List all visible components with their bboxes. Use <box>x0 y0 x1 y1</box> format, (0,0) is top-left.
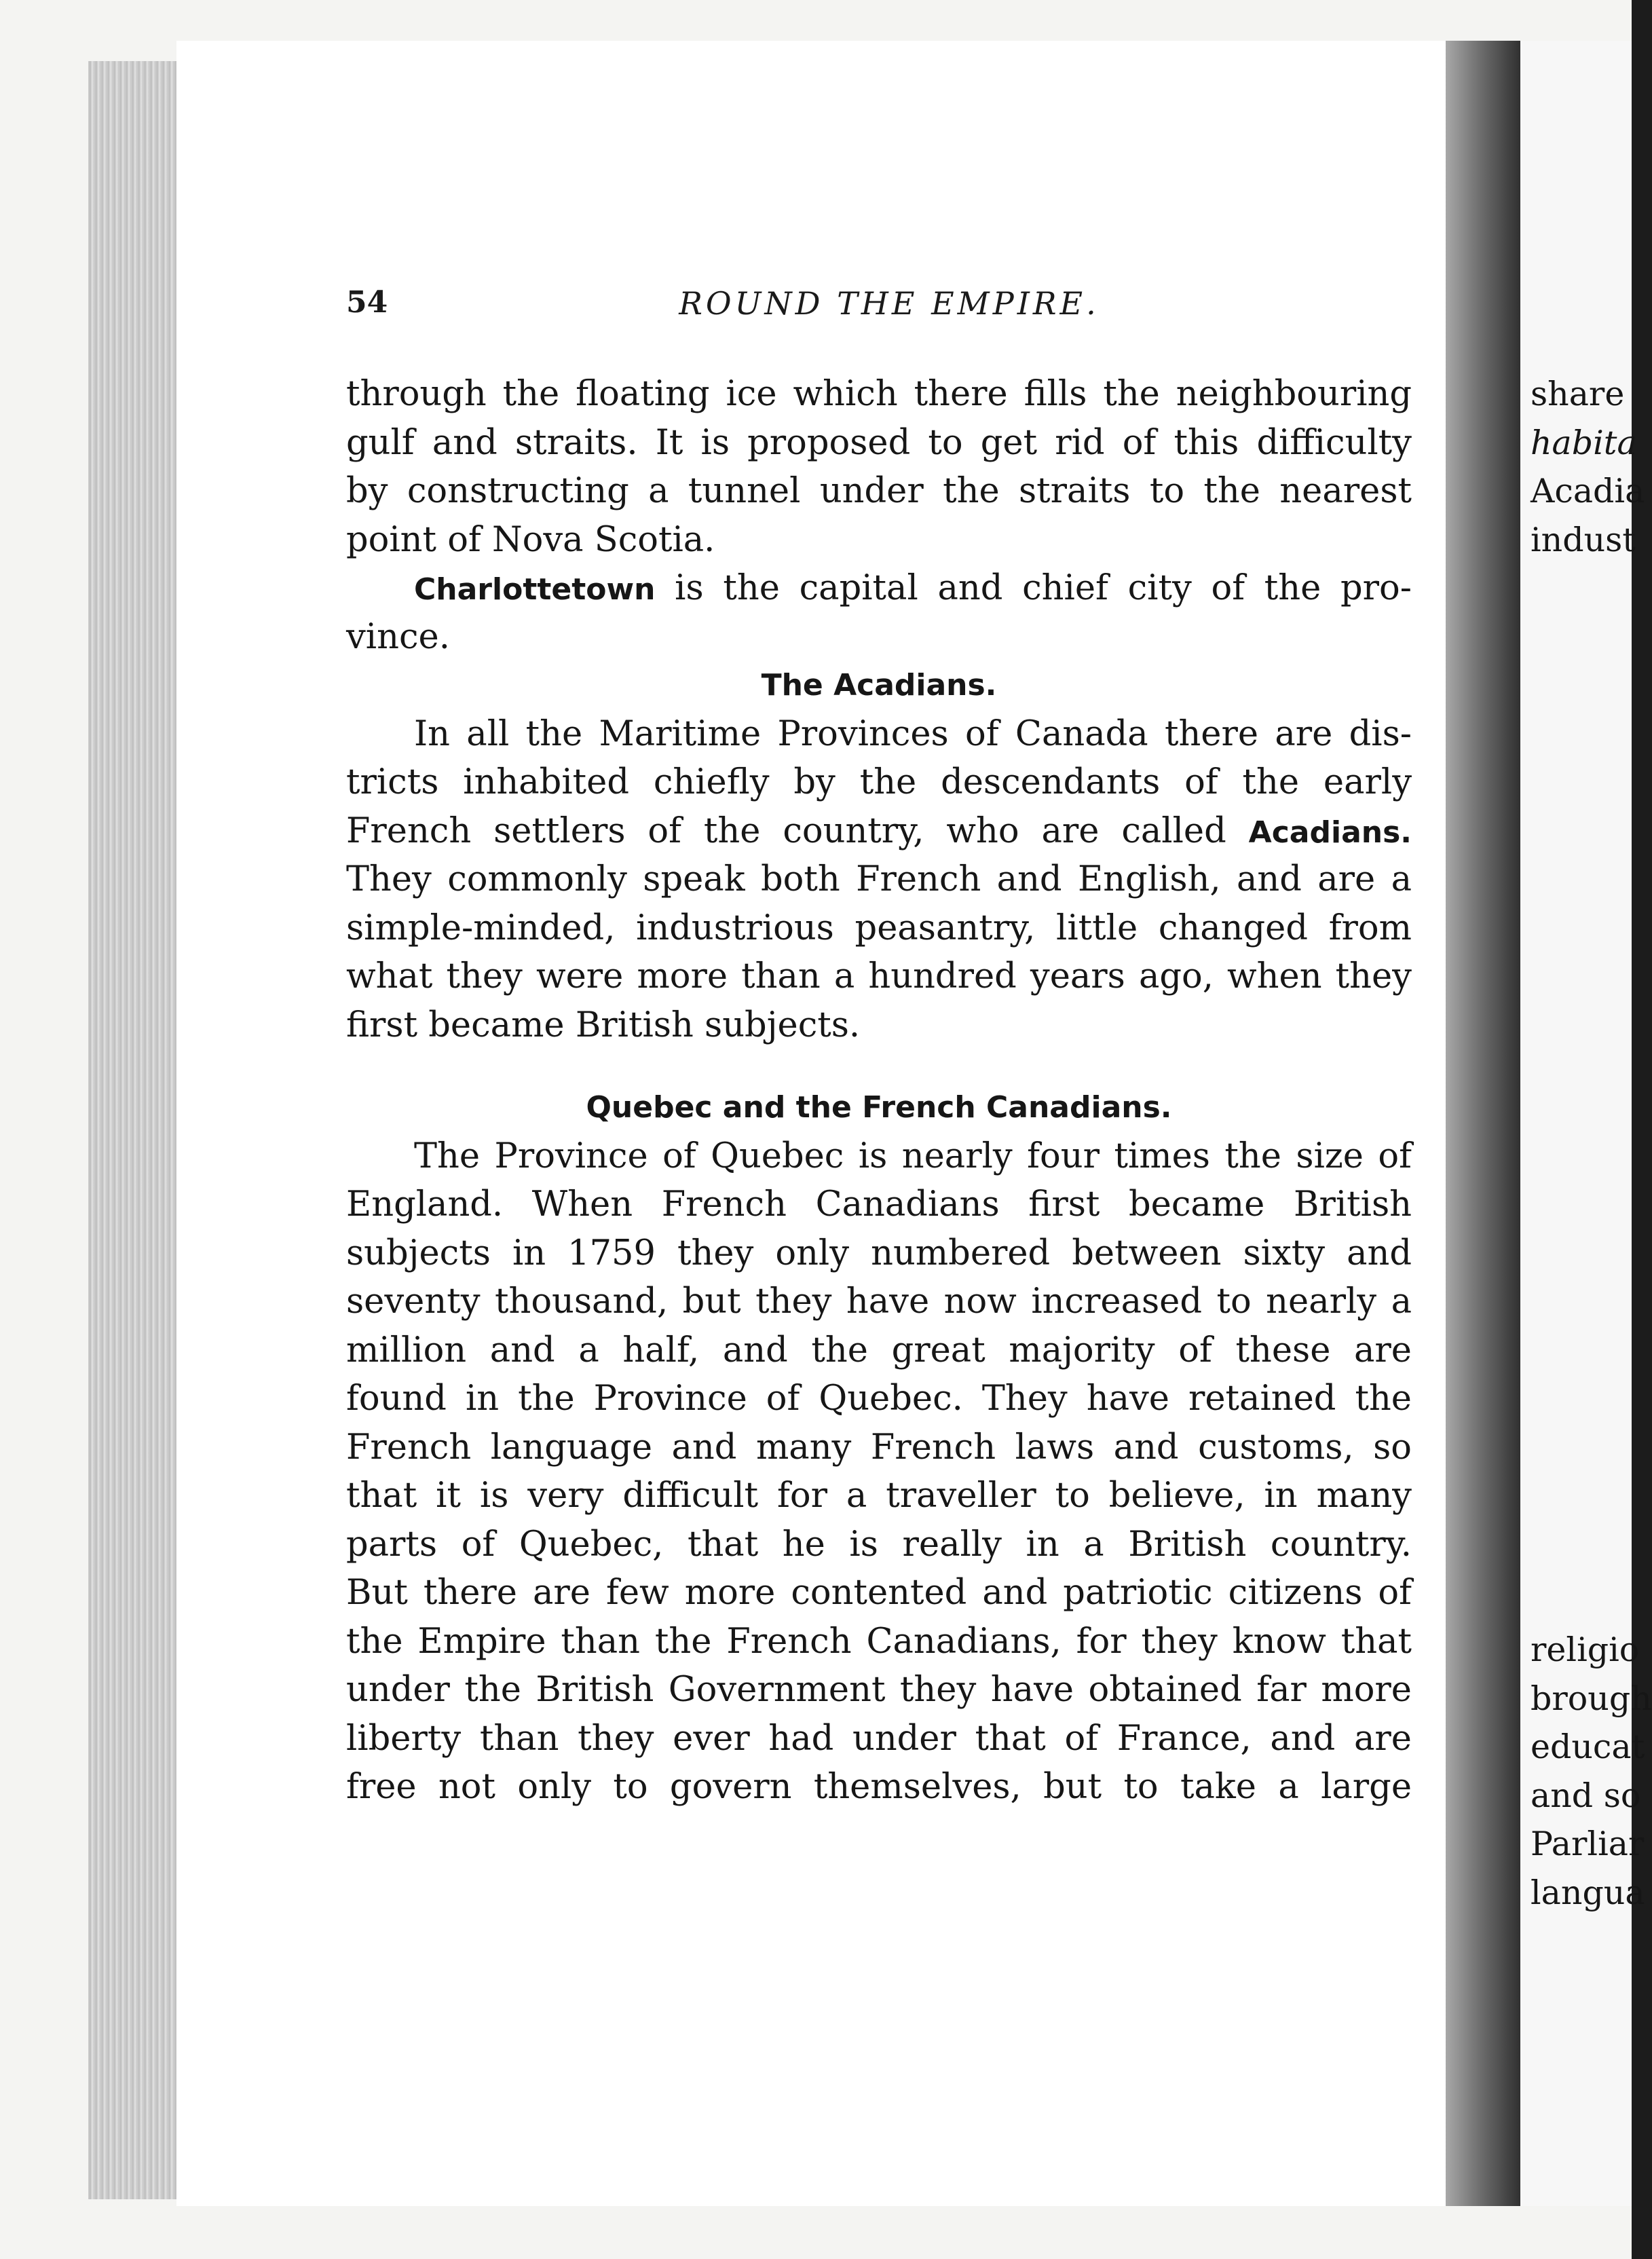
page-number: 54 <box>346 285 388 320</box>
paragraph-gap <box>346 1049 1412 1083</box>
line-text: point of Nova Scotia. <box>346 519 715 560</box>
facing-page-line: Acadia <box>1531 472 1645 510</box>
page-stack-edge <box>88 61 183 2199</box>
facing-page-line: share <box>1531 375 1625 413</box>
line-text: subjects in 1759 they only numbered between sixty and <box>346 1233 1412 1273</box>
text-line <box>346 1326 1412 1375</box>
text-line <box>346 467 1412 516</box>
text-line <box>346 419 1412 468</box>
line-text: liberty than they ever had under that of France, and are <box>346 1718 1412 1759</box>
text-line <box>346 904 1412 953</box>
text-line <box>346 952 1412 1001</box>
facing-page-line: habita <box>1531 423 1637 462</box>
text-line <box>346 370 1412 419</box>
section-heading: Quebec and the French Canadians. <box>586 1090 1172 1125</box>
text-line <box>346 807 1412 856</box>
page-header <box>346 285 1405 333</box>
line-text: found in the Province of Quebec. They have retained the <box>346 1379 1412 1419</box>
line-text: England. When French Canadians first became British <box>346 1184 1412 1225</box>
line-text: through the floating ice which there fills the neighbouring <box>346 374 1412 414</box>
line-text: the Empire than the French Canadians, for they know that <box>346 1621 1412 1662</box>
text-line <box>346 758 1412 807</box>
text-line <box>346 613 1412 662</box>
line-text: million and a half, and the great majority of these are <box>346 1330 1412 1370</box>
line-text: tricts inhabited chiefly by the descendants of the early <box>346 762 1412 802</box>
text-line <box>346 1001 1412 1050</box>
text-line <box>346 1180 1412 1229</box>
text-line <box>346 1618 1412 1666</box>
line-text: The Province of Quebec is nearly four times the size of <box>414 1136 1412 1176</box>
text-line <box>346 1375 1412 1423</box>
text-line <box>346 1277 1412 1326</box>
line-text: first became British subjects. <box>346 1005 861 1045</box>
line-text: is the capital and chief city of the pro- <box>655 568 1412 608</box>
text-line <box>346 1472 1412 1520</box>
facing-page-text-bottom <box>1531 1626 1652 1917</box>
line-text: that it is very difficult for a traveller to believe, in many <box>346 1476 1412 1516</box>
text-line <box>346 1423 1412 1472</box>
line-text: seventy thousand, but they have now increased to nearly a <box>346 1282 1412 1322</box>
text-line <box>346 1229 1412 1278</box>
line-text: gulf and straits. It is proposed to get rid of this difficulty <box>346 422 1412 463</box>
text-line <box>346 1715 1412 1763</box>
text-line <box>346 1763 1412 1812</box>
facing-page-line: educat <box>1531 1728 1645 1766</box>
section-heading: The Acadians. <box>761 668 997 703</box>
line-text: In all the Maritime Provinces of Canada there are dis- <box>414 713 1412 754</box>
facing-page-line: religio <box>1531 1630 1640 1669</box>
line-text: by constructing a tunnel under the straits to the nearest <box>346 471 1412 511</box>
text-line <box>346 855 1412 904</box>
line-text: But there are few more contented and patriotic citizens of <box>346 1573 1412 1613</box>
bold-term: Charlottetown <box>414 572 656 607</box>
line-text: under the British Government they have obtained far more <box>346 1670 1412 1710</box>
line-text: simple-minded, industrious peasantry, little changed from <box>346 908 1412 948</box>
text-line <box>346 1666 1412 1715</box>
text-line <box>346 516 1412 565</box>
facing-page-text-top <box>1531 370 1645 564</box>
line-text: French settlers of the country, who are called <box>346 810 1249 851</box>
line-text: parts of Quebec, that he is really in a British country. <box>346 1524 1412 1565</box>
line-text: what they were more than a hundred years ago, when they <box>346 956 1412 996</box>
facing-page-line: langua <box>1531 1873 1645 1912</box>
text-line <box>346 1569 1412 1618</box>
text-line <box>346 1132 1412 1181</box>
bold-term: Acadians. <box>1248 815 1412 850</box>
text-line <box>346 1520 1412 1569</box>
facing-page-line: indust <box>1531 520 1636 559</box>
facing-page-line: Parliar <box>1531 1825 1645 1863</box>
line-text: French language and many French laws and customs, so <box>346 1427 1412 1468</box>
book-gutter <box>1446 41 1520 2206</box>
text-line <box>346 564 1412 613</box>
facing-page-line: brough <box>1531 1679 1652 1718</box>
line-text: vince. <box>346 616 450 657</box>
line-text: free not only to govern themselves, but to take a large <box>346 1767 1412 1807</box>
facing-page-line: and so <box>1531 1776 1641 1815</box>
text-line <box>346 710 1412 759</box>
running-title: ROUND THE EMPIRE. <box>679 285 1100 322</box>
body-text <box>346 370 1412 1812</box>
line-text: They commonly speak both French and English, and are a <box>346 859 1412 899</box>
